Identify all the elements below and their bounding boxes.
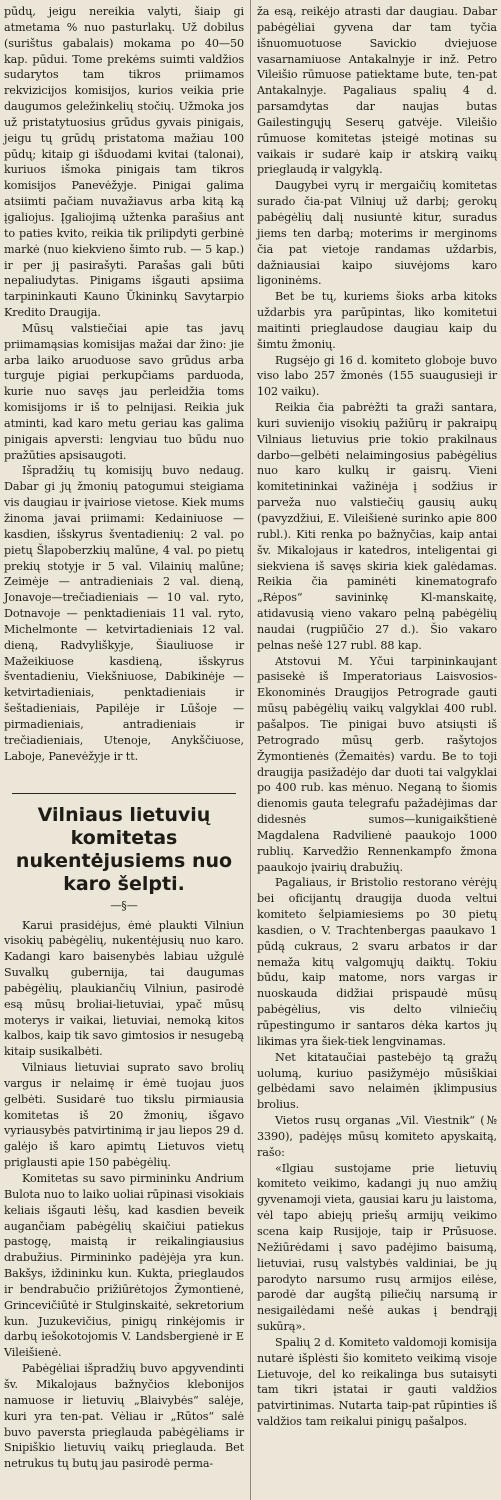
paragraph: Reikia čia pabrėžti ta graži santara, kuri suvienijo visokių pažiūrų ir pakraipų Vilniaus lietuvius prie tokio prakilnaus darbo—gelbėti nelaimingosius pabėgėlius nuo karo kulkų ir gaisrų. Vieni komitetininkai važinėja į sodžius ir parveža nuo valstiečių gausių aukų (pavyzdžiui, E. Vileišienė surinko apie 800 rubl.). Kiti renka po bažnyčias, kaip antai šv. Mikalojaus ir katedros, inteligentai gi siekviena iš savęs skiria kiek galėdamas. Reikia čia paminėti kinematografo „Rėpos“ savininkę Kl-manskaitę, atidavusią vieno vakaro pelną pabėgėlių naudai (rugpiūčio 27 d.). Šio vakaro pelnas nešė 127 rubl. 88 kap. (257, 401, 497, 652)
article-title: Vilniaus lietuvių komitetas nukentėjusiems nuo karo šelpti. (15, 803, 233, 895)
left-column (4, 4, 244, 1472)
paragraph: Pagaliaus, ir Bristolio restorano vėrėjų bei oficijantų draugija duoda veltui komiteto šelpiamiesiems po 30 pietų kasdien, o V. Trachtenbergas paaukavo 1 pūdą cukraus, 2 svaru arbatos ir dar nemaža kitų valgomųjų daiktų. Tokiu būdu, kaip matome, nors vargas ir nuoskauda didžiai prispaudė mūsų pabėgėlius, vis delto vilniečių rūpestingumo ir santaros dėka kartos jų likimas yra šiek-tiek lengvinamas. (257, 876, 497, 1048)
paragraph: Daugybei vyrų ir mergaičių komitetas surado čia-pat Vilniuj už darbį; gerokų pabėgėlių dalį nusiuntė kitur, suradus jiems ten darbą; moterims ir merginoms čia pat vietoje randamas uždarbis, dažniausiai kaipo siuvėjoms karo ligoninėms. (257, 179, 497, 288)
paragraph: Komitetas su savo pirmininku Andrium Bulota nuo to laiko uoliai rūpinasi visokiais keliais išgauti lėšų, kad kasdien beveik augančiam pabėgėlių skaičiui patiekus pastogę, maistą ir reikalingiausius drabužius. Pirmininko padėjėja yra kun. Bakšys, iždininku kun. Kukta, prieglaudos ir bendrabučio prižiūrėtojos Žymontienė, Grincevičiūtė ir Stulginskaitė, sekretorium kun. Juzukevičius, pinigų rinkėjomis ir darbų iešokotojomis V. Landsbergienė ir E Vileišienė. (4, 1172, 245, 1360)
paragraph: Spalių 2 d. Komiteto valdomoji komisija nutarė išplėsti šio komiteto veikimą visoje Lietuvoje, del ko reikalinga bus sutaisyti tam tikri įstatai ir gauti valdžios patvirtinimas. Nutarta taip-pat rūpinties iš valdžios tam reikalui pinigų pašalpos. (257, 1335, 497, 1429)
paragraph: Pabėgėliai išpradžių buvo apgyvendinti šv. Mikalojaus bažnyčios klebonijos namuose ir lietuvių „Blaivybės“ salėje, kuri yra ten-pat. Vėliau ir „Rūtos“ salė buvo paversta prieglauda pabėgėliams ir Snipiškio lietuvių vaikų prieglauda. Bet netrukus tų butų jau pasirodė perma- (4, 1362, 244, 1471)
paragraph: Mūsų valstiečiai apie tas javų priimamąsias komisijas mažai dar žino: jie arba laiko aruoduose savo grūdus arba turguje pigiai perkupčiams parduoda, kurie nuo savęs jau perleidžia toms komisijoms ir iš to pelnijasi. Reikia juk atminti, kad karo metu geriau kas galima pinigais apversti: lengviau tuo būdu nuo pražūties apsisaugoti. (4, 321, 244, 462)
section-divider (12, 793, 236, 794)
column-divider (250, 0, 251, 1500)
title-separator: —§— (110, 898, 138, 912)
paragraph: Vietos rusų organas „Vil. Viestnik“ (№ 3390), padėjęs mūsų komiteto apyskaitą, rašo: (257, 1114, 497, 1159)
spacer (4, 765, 244, 787)
paragraph: Vilniaus lietuviai suprato savo brolių vargus ir nelaimę ir ėmė tuojau juos gelbėti. Susidarė tuo tikslu pirmiausia komitetas iš 20 žmonių, išgavo vyriausybės patvirtinimą ir jau liepos 29 d. galėjo iš karo apimtų Lietuvos vietų priglausti apie 150 pabėgėlių. (4, 1061, 244, 1170)
paragraph: ža esą, reikėjo atrasti dar daugiau. Dabar pabėgėliai gyvena dar tam tyčia išnuomuotuose Savickio dviejuose vasarnamiuose Antakalnyje ir inž. Petro Vileišio rūmuose patiektame bute, ten-pat Antakalnyje. Pagaliaus spalių 4 d. parsamdytas dar naujas butas Gailestingųjų Seserų gatvėje. Vileišio rūmuose komitetas įsteigė motinas su vaikais ir sudarė kaip ir atskirą vaikų prieglaudą ir valgyklą. (257, 5, 497, 177)
paragraph: Išpradžių tų komisijų buvo nedaug. Dabar gi jų žmonių patogumui steigiama vis daugiau ir įvairiose vietose. Kiek mums žinoma javai priimami: Kedainiuose — kasdien, išskyrus šventadienių: 2 val. po pietų Šlapoberzkių malūne, 4 val. po pietų prekių stotyje ir 5 val. Vilainių malūne; Zeimėje — antradieniais 2 val. dieną, Jonavoje—trečiadieniais — 10 val. ryto, Dotnavoje — penktadieniais 11 val. ryto, Michelmonte — ketvirtadieniais 12 val. dieną, Radvyliškyje, Šiauliuose ir Mažeikiuose kasdieną, išskyrus šventadieniu, Viekšniuose, Dabikinėje — ketvirtadieniais, penktadieniais ir šeštadieniais, Papilėje ir Lūšoje — pirmadieniais, antradieniais ir trečiadieniais, Utenoje, Anykščiuose, Laboje, Panevėžyje ir tt. (4, 464, 244, 763)
paragraph: Rugsėjo gi 16 d. komiteto globoje buvo viso labo 257 žmonės (155 suaugusieji ir 102 vaiku). (257, 353, 497, 399)
paragraph: «Ilgiau sustojame prie lietuvių komiteto veikimo, kadangi jų nuo amžių gyvenamoji vieta, gausiai karu ju laistoma, vėl tapo abiejų priešų armijų veikimo scena kaip Rusijoje, taip ir Prūsuose. Nežiūrėdami į savo padėjimo baisumą, lietuviai, rusų valstybės valdiniai, be jų parodyto narsumo rusų armijos eilėse, parodė dar augštą piliečių narsumą ir nesigailėdami nešė aukas į bendrąjį sukūrą». (257, 1161, 497, 1334)
paragraph: Bet be tų, kuriems šioks arba kitoks uždarbis yra parūpintas, liko komitetui maitinti prieglaudose daugiau kaip du šimtu žmonių. (257, 290, 497, 351)
right-column (257, 4, 497, 1430)
paragraph: Net kitataučiai pastebėjo tą gražų uolumą, kuriuo pasižymėjo mūsiškiai gelbėdami savo nelaimėn įklimpusius brolius. (257, 1050, 497, 1112)
paragraph: Atstovui M. Yčui tarpininkaujant pasisekė iš Imperatoriaus Laisvosios-Ekonominės Draugijos Petrograde gauti mūsų pabėgėlių vaikų valgyklai 400 rubl. pašalpos. Tie pinigai buvo atsiųsti iš Petrogrado mūsų gerb. rašytojos Žymontienės (Žemaitės) vardu. Be to toji draugija pasižadėjo dar duoti tai valgyklai po 400 rub. kas mėnuo. Neganą to šiomis dienomis gauta telegrafu pažadėjimas dar didesnės sumos—kunigaikštienė Magdalena Radvilienė paaukojo 1000 rublių. Karvedžio Rennenkampfo žmona paaukojo įvairių drabužių. (257, 654, 497, 874)
paragraph: Karui prasidėjus, ėmė plaukti Vilniun visokių pabėgėlių, nukentėjusių nuo karo. Kadangi karo baisenybės labiau užgulė Suvalkų gubernija, tai daugumas pabėgėlių, plaukiančių Vilniun, pasirodė esą mūsų broliai-lietuviai, ypač mūsų moterys ir vaikai, lietuviai, nemoką kitos kalbos, kaip tik savo gimtosios ir nesugebą kitaip susikalbėti. (4, 918, 244, 1059)
paragraph: pūdų, jeigu nereikia valyti, šiaip gi atmetama % nuo pasturlakų. Už dobilus (surištus gabalais) mokama po 40—50 kap. pūdui. Tome prekėms suimti valdžios sudarytos tam tikros priimamos rekvizicijos komisijos, kurios veikia prie daugumos geležinkelių stočių. Užmoka jos už pristatytuosius grūdus gyvais pinigais, jeigu tų grūdų pristatoma mažiau 100 pūdų; kitaip gi išduodami kvitai (talonai), kuriuos išmoka pinigais tam tikros komisijos Panevėžyje. Pinigai galima atsiimti pačiam nuvažiavus arba kitą ką įgaliojus. Įgaliojimą užtenka parašius ant to paties kvito, reikia tik prilipdyti gerbinė markė (nuo kiekvieno šimto rub. — 5 kap.) ir per jį pasirašyti. Parašas gali būti nepaliudytas. Pinigams išgauti apsiima tarpininkauti Kauno Ūkininkų Savytarpio Kredito Draugija. (4, 5, 244, 320)
